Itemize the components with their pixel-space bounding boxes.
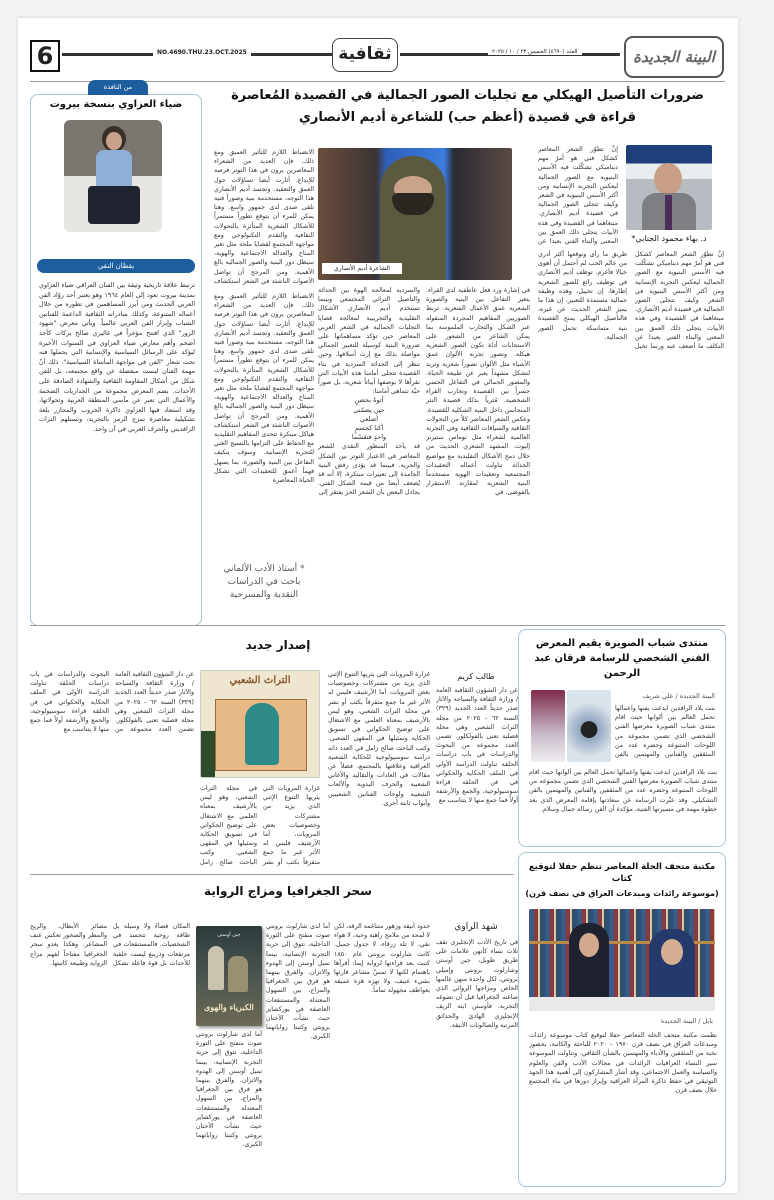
library-article-body: نظمت مكتبة متحف الحلة المعاصر حفلا لتوقيع كتاب موسوعة رائدات ومبدعات العراق في نصف قرن ١٩٧٠ - ٢٠٢٠ للباحثة والكاتبة، بحضور نخبة من المثقفين والأدباء والمهتمين بالشأن الثقافي. وتناولت الموسوعة سير النساء العراقيات الرائدات في مجالات الأدب والفن والعلوم والسياسة والعمل الاجتماعي، وقد أشار المشاركون إلى أهمية هذا الجهد التوثيقي في حفظ ذاكرة المرأة العراقية وإبراز دورها في بناء المجتمع خلال نصف قرن.	[529, 1032, 717, 1095]
window-column-tab: من النافذة	[88, 80, 148, 95]
forum-article-box	[518, 629, 726, 847]
library-article-title: مكتبة متحف الحلة المعاصر تنظم حفلا لتوقيع كتاب	[528, 862, 716, 884]
new-release-body-4: عن دار الشؤون الثقافية العامة / وزارة الثقافة والسياحة والآثار صدر حديثاً العدد الجديد (٣٢٩) السنة ٦٢ - ٢٠٢٥ من مجلة التراث الشعبي وهي مجلة فصلية تعنى بالفولكلور. تضمن العدد مجموعة من البحوث والدراسات في باب دراسات الحلقة تناولت الدراسة الأولى في الملف الحكاية والحكواتي في فن الحلقة قراءة سوسيولوجية، والجمع والأرشفة أولاً فما جمع منها لا يتناسب مع	[30, 671, 194, 734]
library-event-photo	[529, 909, 715, 1011]
poem	[318, 396, 420, 442]
poet-photo	[318, 148, 512, 280]
main-body-right-column: إنَّ تطوّر الشعر المعاصر كشكل فني هو أمرٌ مهم ديناميكي تشكّلت فيه الأسس البنيوية مع الصور الجمالية ليعكس التجربة الإنسانية ومن أكثر الأسس البنيوية في الشعر وكيف تتجلى الصور الجمالية في قصيدة أديم الأنصاري. مبتغاهما في القصيدة وفي هذه الأبيات يتجلى ذلك العمق بين المعنى والبناء الفني بعيدا عن	[538, 146, 618, 245]
new-release-body-2: غزارة المرويات التي يثريها التنوع الإثني الذي يزيد من مشتركات وخصوصيات بعض المرويات، أما الأرشيف فليس له الأثر غير ما جمع متفرقاً بكتب أو نشر في مجلة التراث الشعبي، وهو ليس بالأرشيف بمعناه العلمي مع الاشتغال على توضيح الحكواتي في تسويق الحكاية وتمثيلها في المقهى الشعبي. وكتب الباحث صالح زامل في العدد ذاته دراسة سوسيولوجية للحكاية الشعبية العراقية وعلاقتها بالمجتمع، فضلاً عن مقالات في العادات والتقاليد والأغاني الشعبية والحرف اليدوية والألعاب الشعبية ولوحات الفنانين الشعبيين وأبواب ثابتة أخرى.	[328, 671, 430, 807]
library-byline: بابل / البينة الجديدة	[660, 1017, 713, 1025]
section-divider	[30, 625, 725, 626]
magazine-cover	[200, 670, 320, 778]
painter-photo	[531, 690, 565, 762]
author-footnote: * أستاذ الأدب الألماني باحث في الدراسات النقدية والمسرحية	[223, 564, 305, 600]
poem-line: أضلعي	[359, 414, 379, 423]
section-title: ثقافية	[332, 38, 398, 72]
main-subheadline: قراءة في قصيدة (أعظم حب) للشاعرة أديم الأنصاري	[299, 110, 636, 125]
novel-book-cover	[196, 926, 262, 1026]
novel-body-4: المكان فضاءً ولا وسيلة بل طاقة روحية تتجسد في الشخصيات. فالمستنقعات في مرتفعات وذرينغ ليست خلفية للأحداث بل قوة فاعلة تشكل مصائر الأبطال، والريح والمطر والصخور تعكس عنف المشاعر. وهكذا يغدو سحر الجغرافيا مفتاحاً لفهم مزاج الرواية وطبيعة كاتبتها.	[30, 923, 190, 967]
novel-article-title: سحر الجغرافيا ومزاج الرواية	[204, 884, 372, 898]
novel-body-2: حدود أنيقة وزهور متناغمة الرقة، لكن لا لمحة من ملامح راهبة وحية، لا هواء نقي، لا تلة زرقاء، لا جدول جميل. كانت شارلوت برونتي عام ١٨٥٠ كتبت بعد قراءتها لرواية إيما: أقرأها باهتمام لكنها لا تمسّ مشاعر قارئها بشيء عنيف، ولا تهزه هزة عميقة بعواطف مجهولة تماماً.	[334, 923, 430, 995]
new-release-body-1: عن دار الشؤون الثقافية العامة / وزارة الثقافة والسياحة والآثار صدر حديثاً العدد الجديد (٣٢٩) السنة ٦٢ - ٢٠٢٥ من مجلة التراث الشعبي وهي مجلة فصلية تعنى بالفولكلور. تضمن العدد مجموعة من البحوث والدراسات في باب دراسات الحلقة تناولت الدراسة الأولى في الملف الحكاية والحكواتي في فن الحلقة قراءة سوسيولوجية، والجمع والأرشفة أولاً فما جمع منها لا يتناسب مع	[436, 687, 518, 805]
forum-article-body-continued: بنت بلاد الرافدين ابدعت بفنها واعمالها تحمل العالم بين ألوانها حيث اقام منتدى شباب الصويرة معرضها الفني الشخصي الذي تضمن مجموعة من اللوحات المتنوعة وحضره عدد من المثقفين والفنانين والمهتمين بالفن التشكيلي. وقد عبّرت الرسامة عن سعادتها بإقامة المعرض الذي يعد خطوة مهمة في مسيرتها الفنية، مؤكدة أن الفن رسالة جمال وسلام.	[529, 769, 717, 813]
poet-photo-caption: الشاعرة أديم الأنصاري	[322, 263, 402, 274]
newspaper-logo: البينة الجديدة	[624, 36, 724, 78]
author-name: د. بهاء محمود الجنابي*	[631, 234, 707, 243]
window-column-box	[30, 94, 202, 626]
new-release-byline: طالب كريم	[457, 672, 495, 681]
poem-line: أتوهُ بحضنٍ	[354, 396, 384, 405]
author-photo	[626, 145, 712, 230]
main-headline-block	[210, 85, 725, 129]
book-cover-author: جين أوستن	[217, 932, 241, 938]
forum-article-body: بنت بلاد الرافدين ابدعت بفنها واعمالها تحمل العالم بين ألوانها حيث اقام منتدى شباب الصويرة معرضها الفني الشخصي الذي تضمن مجموعة من اللوحات المتنوعة وحضره عدد من المثقفين والفنانين والمهتمين بالفن	[615, 705, 715, 759]
new-release-body-3: غزارة المرويات التي يثريها التنوع الإثني الذي يزيد من مشتركات وخصوصيات بعض المرويات، أما الأرشيف فليس له الأثر غير ما جمع متفرقاً بكتب أو نشر في مجلة التراث الشعبي، وهو ليس بالأرشيف بمعناه العلمي مع الاشتغال على توضيح الحكواتي في تسويق الحكاية وتمثيلها في المقهى الشعبي. وكتب الباحث صالح زامل	[200, 785, 320, 866]
main-body-far-left-column: الانضباط اللازم للتأثير العميق ومع ذلك، فإن العديد من الشعراء المعاصرين يرون في هذا التوتر فرصة للإبداع. أثارت أيضا تساؤلات حول العمق والتعقيد. وتجسد أديم الأنصاري هذا التوجه، مستخدمة بنية وصوراً فنية تلقى صدى لدى جمهور واسع. وهنا يمكن للمرء أن يتوقع تطوراً مستمراً للأشكال الشعرية المتأثرة بالتحولات الثقافية والتقدم التكنولوجي ومع مواجهة المجتمع لقضايا ملحة مثل تغير المناخ والعدالة الاجتماعية والهوية، سيظل دور البنية والصور الجمالية بالغ الأهمية. ومن المرجح أن تواصل الأصوات الناشئة في الشعر استكشاف هياكل مبتكرة تتحدى المفاهيم التقليدية مع الحفاظ على التزامها بالنسيج الغني للتجربة الإنسانية. وسوف يتكيف التفاعل بين البنية والصورة، بما يسهل فهماً أعمق للتعقيدات التي تشكل الحياة المعاصرة	[214, 293, 314, 485]
horse-painting	[567, 690, 611, 762]
window-column-title: ضياء العزاوي بنسخة بيروت	[49, 99, 183, 110]
forum-article-title: منتدى شباب الصويرة يقيم المعرض الفني الشخصي للرسامة فرقان عبد الرحمن	[534, 638, 710, 679]
novel-body-3: أما لدى شارلوت برونتي صوت منفتح على الثورة الداخلية، تتوق إلى حرية التجربة الإنسانية، بينما تميل أوستن إلى الهدوء والاتزان. والفرق بينهما هو فرق بين الجغرافيا والمزاج، بين السهول المعتدلة والمستنقعات العاصفة في يوركشاير حيث نشأت الأختان برونتي وكتبتا رواياتهما الكبرى.	[266, 923, 330, 1041]
magazine-cover-title: التراث الشعبي	[229, 675, 291, 686]
main-headline: ضرورات التأصيل الهيكلي مع تجليات الصور الجمالية في القصيدة المُعاصرة	[231, 88, 704, 103]
new-release-title: إصدار جديد	[245, 638, 311, 652]
issue-number-en: NO.4690.THU.23.OCT.2025	[153, 49, 251, 56]
library-article-subtitle: (موسوعة رائدات ومبدعات العراق في نصف قرن)	[525, 889, 719, 898]
novel-body-1: في تاريخ الأدب الإنجليزي تقف ثلاث نساء كأنهن علامات على طريق طويل، جين أوستن وشارلوت برونتي وإميلي برونتي، لكل واحدة منهن عالمها الخاص ومزاجها الروائي الذي صاغته الجغرافيا قبل أن تصوغه التجربة. فأوستن ابنة الريف الإنجليزي الهادئ والحدائق المرتبة والصالونات الأنيقة.	[436, 939, 518, 1029]
poem-intro: والسردية لمعالجة الهوة بين الحداثة والتأصيل التراثي المجتمعي وبينما تستخدم أديم الأنصاري الأشكال التقليدية والتجريبية لمعالجة قضايا التجليات الجمالية في الشعر العربي المعاصر حين تؤكد مساهماتها على ضرورة البنية كوسيلة للتعبير الجمالي مواصلة بذلك مع إرث أسلافها. وحين ننظر إلى الحداثة السردية في بناء القصيدة تتجلى أمامنا هذه الأبيات التي نقرأها لا بوصفها أبياتاً شعرية، بل صوراً حيّة تتماهى أمامنا:	[318, 287, 420, 396]
book-cover-title: الكبرياء والهوى	[204, 1002, 254, 1012]
author-ribbon: يقظان النقي	[37, 259, 195, 273]
section-divider-2	[30, 874, 514, 875]
novel-byline: شهد الراوي	[454, 922, 498, 932]
novel-body-5: أما لدى شارلوت برونتي صوت منفتح على الثورة الداخلية، تتوق إلى حرية التجربة الإنسانية، بينما تميل أوستن إلى الهدوء والاتزان. والفرق بينهما هو فرق بين الجغرافيا والمزاج، بين السهول المعتدلة والمستنقعات العاصفة في يوركشاير حيث نشأت الأختان برونتي وكتبتا رواياتهما الكبرى.	[196, 1031, 262, 1149]
artist-photo	[64, 120, 162, 232]
issue-number-ar: العدد (٤٦٩٠) الخميس ٢٣ / ١٠ / ٢٠٢٥	[488, 49, 582, 55]
main-body-column-beside-photo: الانضباط اللازم للتأثير العميق ومع ذلك، فإن العديد من الشعراء المعاصرين يرون في هذا التوتر فرصة للإبداع. أثارت أيضا تساؤلات حول العمق والتعقيد. وتجسد أديم الأنصاري هذا التوجه، مستخدمة بنية وصوراً فنية تلقى صدى لدى جمهور واسع. وهنا يمكن للمرء أن يتوقع تطوراً مستمراً للأشكال الشعرية المتأثرة بالتحولات الثقافية والتقدم التكنولوجي ومع مواجهة المجتمع لقضايا ملحة مثل تغير المناخ والعدالة الاجتماعية والهوية، سيظل دور البنية والصور الجمالية بالغ الأهمية. ومن المرجح أن تواصل الأصوات الناشئة في الشعر استكشاف	[214, 149, 314, 285]
library-article-box	[518, 852, 726, 1187]
forum-byline: البينة الجديدة / علي شريف	[642, 692, 715, 700]
poem-line: أكنا كجسمٍ	[354, 424, 384, 433]
window-column-body: ترتبط علاقة تاريخية وثيقة بين الفنان العراقي ضياء العزاوي بمدينة بيروت تعود إلى العام ١٩٦٤ وهو يعتبر أحد روّاد الفن العربي الحديث ومن أبرز المساهمين في تطوره من خلال أعماله المتنوعة، وكذلك مبادراته الثقافية الداعمة للفنانين الشباب وإبراز الفن العربي عالمياً. ويأتي معرض "شهود الزور" الذي افتتح مؤخراً في غاليري صالح بركات كأحد أضخم وأهم معارض ضياء العزاوي في السنوات الأخيرة ليؤكد على الرسائل السياسية والإنسانية التي يحملها فنه تحت شعار "الفن في مواجهة المأساة السياسية". ذلك أنّ مهمة الفنان ليست منفصلة عن واقع مجتمعه، بل للفن شكل من أشكال المقاومة الثقافية والشهادة الصادقة على الأحداث. يضم المعرض مجموعة من الجداريات الضخمة والأعمال التي تعبر عن مآسي المنطقة العربية وتحولاتها، وقد استعاد فيها العزاوي ذاكرة الحروب والمجازر بلغة تشكيلية معاصرة تمزج الرمز بالتجريد، وتستلهم التراث الرافديني والحرف العربي في آن واحد.	[39, 281, 195, 433]
poem-line: واحدٍ فتقسّما	[351, 433, 387, 442]
poem-line: حين يضمّني	[353, 405, 385, 414]
main-body-middle-column: في إشارة ورد فعل عاطفية لدى القراء. يتغير التفاعل بين البنية والصورة الشعرية عمق الأعمال الشعرية. تربط الصوريين المفاهيم المجردة المنقولة عبر الشكل والتجارب الملموسة بما يمكن الشاعر من الشعور على الاستجابات أداة تكون الصور الشعرية هيكلة. وتصور تجربة الألوان عمق الأشياء مثل الألوان نصوراً شعرية وتريد لتشكل مشهداً يعبر عن طبيعة الحياة. والمصور الجمالي في التفاعل الحسي جسراً بين القصيدة وتجارب القراء الشخصية. مُثرياً بذلك قصيدة النثر المتجانس داخل البنية الشكلية للقصيدة. وعكس الشعر المعاصر كلاً من التحولات الثقافية والسياقات الثقافية وفي التجربة العالمية لشعراء مثل توماس ستيرنز إليوت. المشهد الشعري الحديث من خلال دمج الأشكال التقليدية مع مواضيع الحداثة تناولت أعماله التعقيدات المجتمعية وتعقيدات الهوية مستخدماً البنية الشعرية لمقارنة الاستقرار بالفوضى. في	[426, 287, 530, 497]
page-number-box: 6	[30, 40, 60, 72]
newspaper-page	[18, 18, 738, 1193]
poem-outro: قد يأخذ المنظور النقدي للشعر المعاصر في الاعتبار التوتر بين الشكل والحرية. فبينما قد يؤدي رفض البنية الجامدة إلى تعبيرات مبتكرة، إلا أنه قد يُضعف أيضا من قيمة الشكل الفني. يجادل البعض بأن الشعر الحر يفتقر إلى	[318, 443, 420, 497]
main-body-poem-column	[318, 286, 420, 628]
main-body-lower-right: إنَّ تطوّر الشعر المعاصر كشكل فني هو أمرٌ مهم ديناميكي تشكّلت فيه الأسس البنيوية مع الصور الجمالية ليعكس التجربة الإنسانية ومن أكثر الأسس البنيوية في الشعر وكيف تتجلى الصور الجمالية في قصيدة أديم الأنصاري. مبتغاهما في القصيدة وفي هذه الأبيات يتجلى ذلك العمق بين المعنى والبناء الفني بعيدا عن التكلف ما أضعف عنه وربما تخيل طريق ما رأى وتوقعها أكثر أدري من عالم الحب لم أحتمل أن أهوى خيالا فأغرم. توظف أديم الأنصاري في توظيف رائع للصور الشعرية إطارها، إن تخييل، وهذه وظيفة جمالية مستمدة للتعبير، إن هذا ما يميز الشعر الحديث عن غيره، فالتأصيل الهيكلي يمنح القصيدة بنية متماسكة تحمل الصور الجمالية.	[538, 251, 724, 351]
